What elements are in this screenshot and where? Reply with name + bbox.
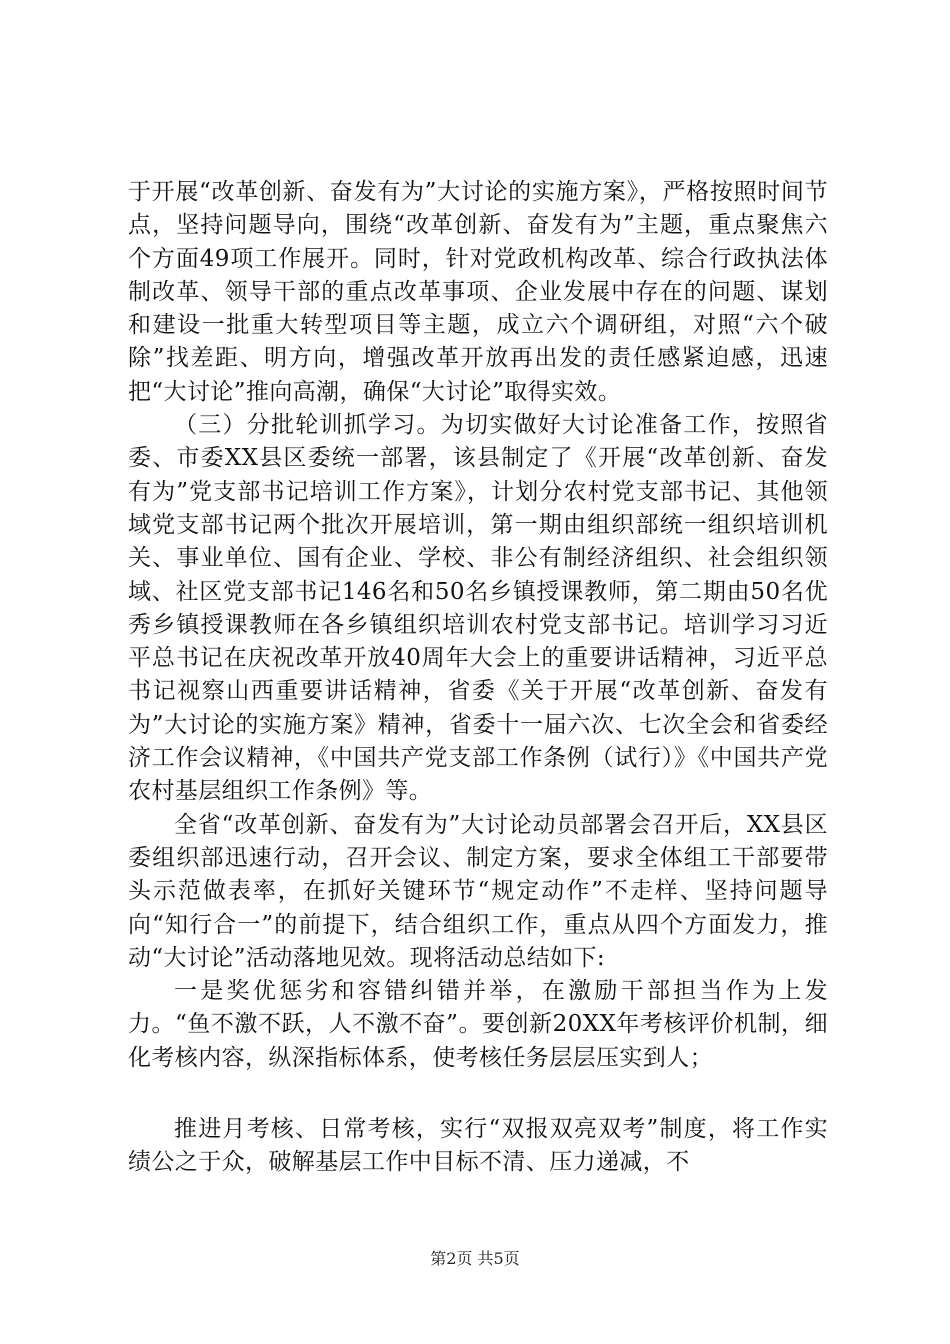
document-body	[128, 176, 828, 1180]
paragraph-summary-intro: 全省“改革创新、奋发有为”大讨论动员部署会召开后，XX县区委组织部迅速行动，召开会议、制定方案，要求全体组工干部要带头示范做表率，在抓好关键环节“规定动作”不走样、坚持问题导向“知行合一”的前提下，结合组织工作，重点从四个方面发力，推动“大讨论”活动落地见效。现将活动总结如下:	[128, 811, 828, 971]
paragraph-continued: 于开展“改革创新、奋发有为”大讨论的实施方案》，严格按照时间节点，坚持问题导向，围绕“改革创新、奋发有为”主题，重点聚焦六个方面49项工作展开。同时，针对党政机构改革、综合行政执法体制改革、领导干部的重点改革事项、企业发展中存在的问题、谋划和建设一批重大转型项目等主题，成立六个调研组，对照“六个破除”找差距、明方向，增强改革开放再出发的责任感紧迫感，迅速把“大讨论”推向高潮，确保“大讨论”取得实效。	[128, 179, 828, 405]
paragraph-gap	[128, 1075, 828, 1113]
page-number: 第2页 共5页	[430, 1249, 520, 1268]
paragraph-monthly-assessment: 推进月考核、日常考核，实行“双报双亮双考”制度，将工作实绩公之于众，破解基层工作中目标不清、压力递减，不	[128, 1116, 828, 1176]
paragraph-point-one: 一是奖优惩劣和容错纠错并举，在激励干部担当作为上发力。“鱼不激不跃，人不激不奋”。要创新20XX年考核评价机制，细化考核内容，纵深指标体系，使考核任务层层压实到人；	[128, 978, 828, 1071]
paragraph-section-three: （三）分批轮训抓学习。为切实做好大讨论准备工作，按照省委、市委XX县区委统一部署，该县制定了《开展“改革创新、奋发有为”党支部书记培训工作方案》，计划分农村党支部书记、其他领域党支部书记两个批次开展培训，第一期由组织部统一组织培训机关、事业单位、国有企业、学校、非公有制经济组织、社会组织领域、社区党支部书记146名和50名乡镇授课教师，第二期由50名优秀乡镇授课教师在各乡镇组织培训农村党支部书记。培训学习习近平总书记在庆祝改革开放40周年大会上的重要讲话精神，习近平总书记视察山西重要讲话精神，省委《关于开展“改革创新、奋发有为”大讨论的实施方案》精神，省委十一届六次、七次全会和省委经济工作会议精神，《中国共产党支部工作条例（试行）》《中国共产党农村基层组织工作条例》等。	[128, 412, 828, 805]
